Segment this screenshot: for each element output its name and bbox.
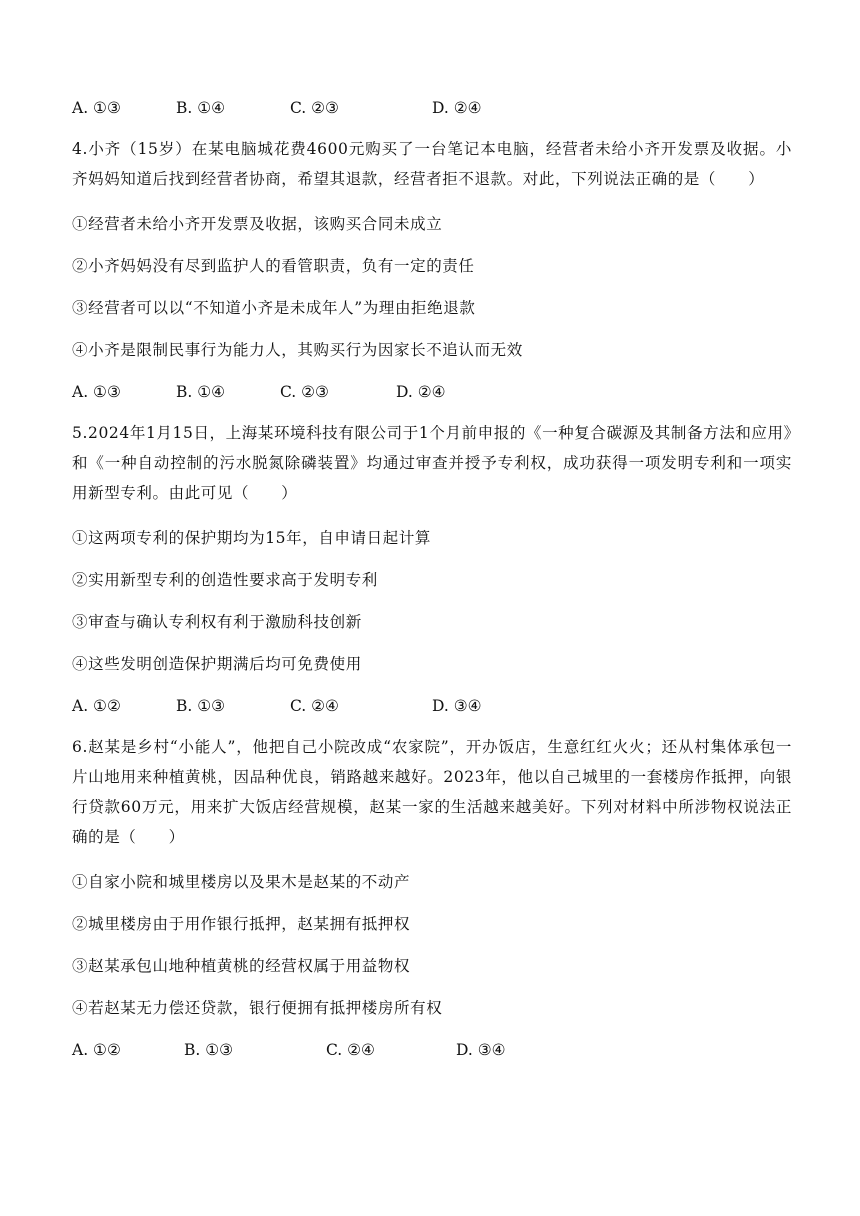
- q6-option-a[interactable]: A. ①②: [72, 1041, 121, 1059]
- q5-statement-4: ④这些发明创造保护期满后均可免费使用: [72, 655, 362, 673]
- q5-statement-2: ②实用新型专利的创造性要求高于发明专利: [72, 571, 378, 589]
- q6-option-c[interactable]: C. ②④: [326, 1041, 375, 1059]
- q4-statement-2: ②小齐妈妈没有尽到监护人的看管职责，负有一定的责任: [72, 257, 475, 275]
- q5-statement-1: ①这两项专利的保护期均为15年，自申请日起计算: [72, 529, 432, 547]
- q6-statement-1: ①自家小院和城里楼房以及果木是赵某的不动产: [72, 873, 411, 891]
- exam-page: [72, 96, 792, 1062]
- q5-option-d[interactable]: D. ③④: [432, 697, 482, 715]
- q6-statement-3: ③赵某承包山地种植黄桃的经营权属于用益物权: [72, 957, 411, 975]
- q5-option-c[interactable]: C. ②④: [290, 697, 339, 715]
- q5-option-a[interactable]: A. ①②: [72, 697, 121, 715]
- q5-statement-3: ③审查与确认专利权有利于激励科技创新: [72, 613, 362, 631]
- q3-option-b[interactable]: B. ①④: [176, 99, 226, 117]
- q4-statement-1: ①经营者未给小齐开发票及收据，该购买合同未成立: [72, 215, 443, 233]
- q4-statement-3: ③经营者可以以“不知道小齐是未成年人”为理由拒绝退款: [72, 299, 476, 317]
- q4-option-c[interactable]: C. ②③: [280, 383, 329, 401]
- q4-option-d[interactable]: D. ②④: [396, 383, 446, 401]
- q4-option-b[interactable]: B. ①④: [176, 383, 226, 401]
- q3-option-c[interactable]: C. ②③: [290, 99, 339, 117]
- q5-option-b[interactable]: B. ①③: [176, 697, 226, 715]
- q4-options: [72, 380, 792, 404]
- q6-stem: 6.赵某是乡村“小能人”，他把自己小院改成“农家院”，开办饭店，生意红红火火；还从村集体承包一片山地用来种植黄桃，因品种优良，销路越来越好。2023年，他以自己城里的一套楼房作抵押，向银行贷款60万元，用来扩大饭店经营规模，赵某一家的生活越来越美好。下列对材料中所涉物权说法正确的是（ ）: [72, 738, 792, 846]
- q3-option-d[interactable]: D. ②④: [432, 99, 482, 117]
- q6-statement-2: ②城里楼房由于用作银行抵押，赵某拥有抵押权: [72, 915, 411, 933]
- q6-option-d[interactable]: D. ③④: [456, 1041, 506, 1059]
- q4-stem: 4.小齐（15岁）在某电脑城花费4600元购买了一台笔记本电脑，经营者未给小齐开发票及收据。小齐妈妈知道后找到经营者协商，希望其退款，经营者拒不退款。对此，下列说法正确的是（ ）: [72, 140, 792, 188]
- q6-statement-4: ④若赵某无力偿还贷款，银行便拥有抵押楼房所有权: [72, 999, 443, 1017]
- q5-stem: 5.2024年1月15日，上海某环境科技有限公司于1个月前申报的《一种复合碳源及其制备方法和应用》和《一种自动控制的污水脱氮除磷装置》均通过审查并授予专利权，成功获得一项发明专利和一项实用新型专利。由此可见（ ）: [72, 424, 792, 502]
- q4-option-a[interactable]: A. ①③: [72, 383, 121, 401]
- q6-options: [72, 1038, 792, 1062]
- q3-option-a[interactable]: A. ①③: [72, 99, 121, 117]
- q4-statement-4: ④小齐是限制民事行为能力人，其购买行为因家长不追认而无效: [72, 341, 523, 359]
- q5-options: [72, 694, 792, 718]
- q3-options: [72, 96, 792, 120]
- q6-option-b[interactable]: B. ①③: [184, 1041, 234, 1059]
